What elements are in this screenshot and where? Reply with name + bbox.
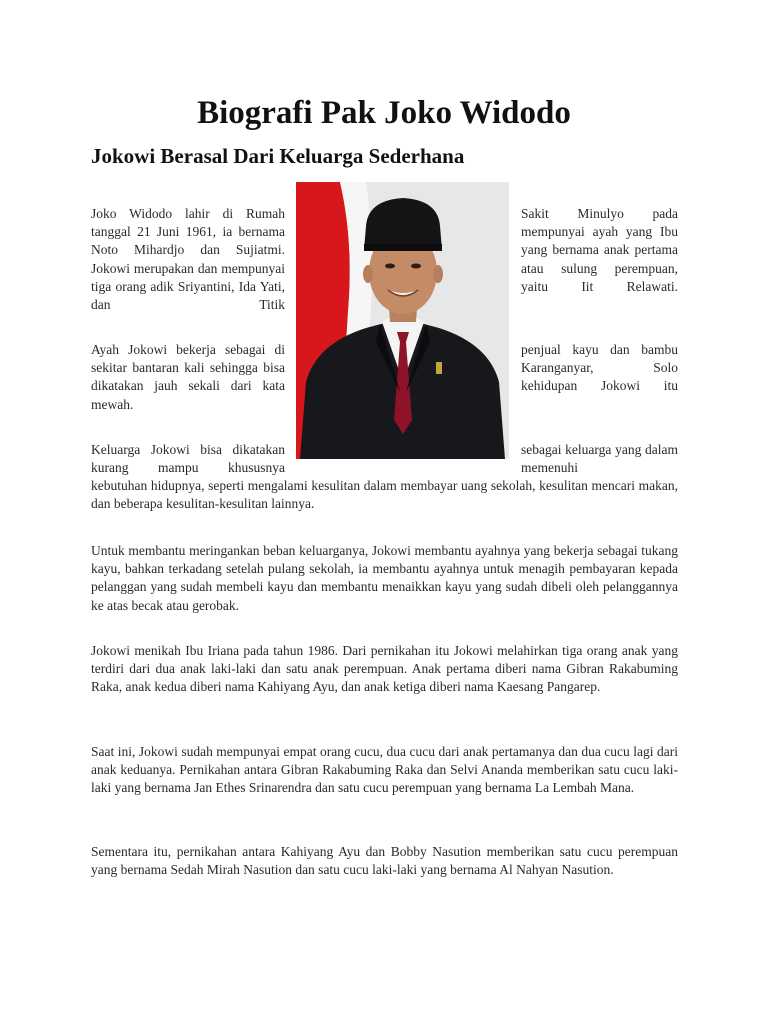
document-title: Biografi Pak Joko Widodo: [197, 95, 571, 131]
paragraph-3-left: Keluarga Jokowi bisa dikatakan kurang mampu khususnya: [91, 442, 285, 476]
section-heading: Jokowi Berasal Dari Keluarga Sederhana: [91, 144, 465, 168]
paragraph-2-left: Ayah Jokowi bekerja sebagai di sekitar bantaran kali sehingga bisa dikatakan jauh sekali dari kata mewah.: [91, 342, 285, 412]
paragraph-6: Saat ini, Jokowi sudah mempunyai empat orang cucu, dua cucu dari anak pertamanya dan dua cucu lagi dari anak keduanya. Pernikahan antara Gibran Rakabuming Raka dan Selvi Ananda memberikan satu cucu laki-laki yang bernama Jan Ethes Srinarendra dan satu cucu perempuan yang bernama La Lembah Mana.: [91, 744, 678, 796]
paragraph-7: Sementara itu, pernikahan antara Kahiyang Ayu dan Bobby Nasution memberikan satu cucu perempuan yang bernama Sedah Mirah Nasution dan satu cucu laki-laki yang bernama Al Nahyan Nasution.: [91, 844, 678, 878]
portrait-illustration: [296, 182, 509, 459]
paragraph-3-right: sebagai keluarga yang dalam memenuhi: [521, 442, 678, 476]
paragraph-2-right: penjual kayu dan bambu Karanganyar, Solo kehidupan Jokowi itu: [521, 342, 678, 394]
paragraph-4: Untuk membantu meringankan beban keluarganya, Jokowi membantu ayahnya yang bekerja sebagai tukang kayu, bahkan terkadang setelah pulang sekolah, ia membantu ayahnya untuk menagih pembayaran kepada pelanggan yang sudah membeli kayu dan membantu menaikkan kayu yang sudah dibeli oleh pelanggannya ke atas becak atau gerobak.: [91, 543, 678, 613]
paragraph-3-continuation: kebutuhan hidupnya, seperti mengalami kesulitan dalam membayar uang sekolah, kesulitan mencari makan, dan beberapa kesulitan-kesulitan lainnya.: [91, 478, 678, 512]
portrait-photo: [296, 182, 509, 459]
paragraph-1-left: Joko Widodo lahir di Rumah tanggal 21 Juni 1961, ia bernama Noto Mihardjo dan Sujiatmi. Jokowi merupakan dan mempunyai tiga orang adik Sriyantini, Ida Yati, dan Titik: [91, 206, 285, 313]
paragraph-5: Jokowi menikah Ibu Iriana pada tahun 1986. Dari pernikahan itu Jokowi melahirkan tiga orang anak yang terdiri dari dua anak laki-laki dan satu anak perempuan. Anak pertama diberi nama Gibran Rakabuming Raka, anak kedua diberi nama Kahiyang Ayu, dan anak ketiga diberi nama Kaesang Pangarep.: [91, 643, 678, 695]
paragraph-1-right: Sakit Minulyo pada mempunyai ayah yang Ibu yang bernama anak pertama atau sulung perempuan, yaitu Iit Relawati.: [521, 206, 678, 294]
